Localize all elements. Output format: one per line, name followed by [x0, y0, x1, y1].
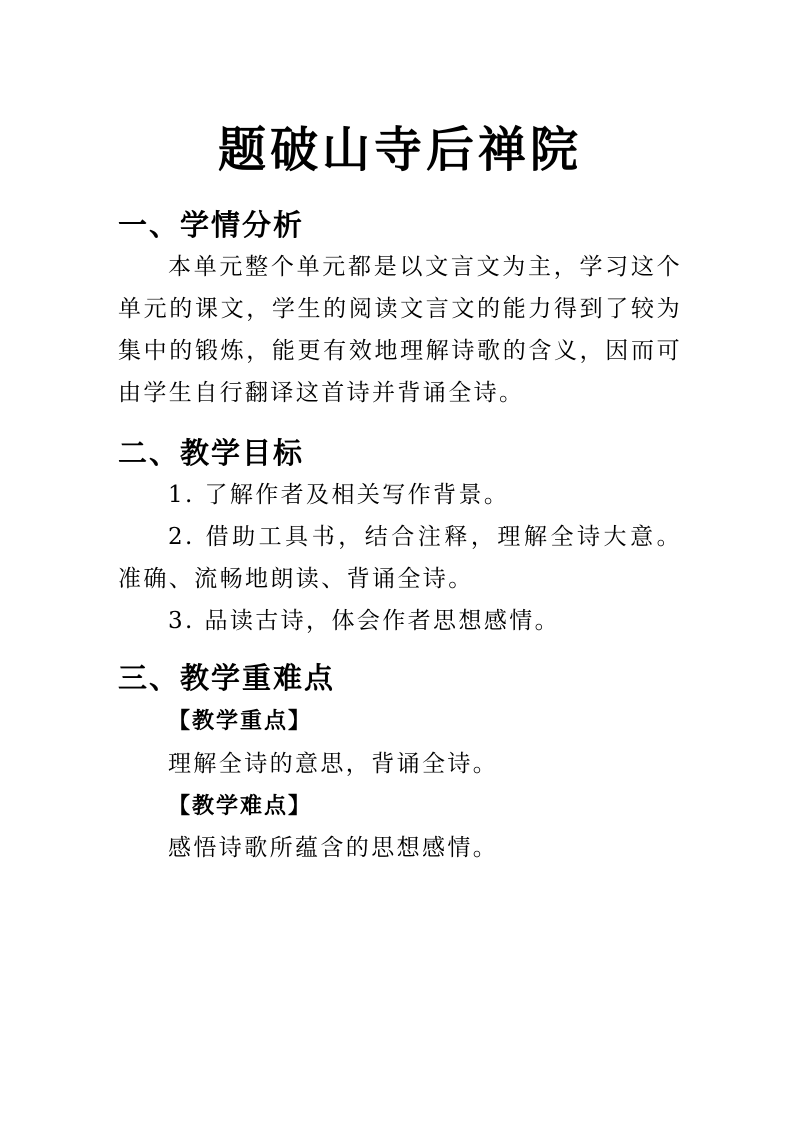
- section-heading-teaching-goals: 二、教学目标: [118, 436, 305, 470]
- key-point-text: 理解全诗的意思，背诵全诗。: [168, 751, 499, 777]
- difficult-point-label: 【教学难点】: [168, 793, 313, 819]
- difficult-point-text: 感悟诗歌所蕴含的思想感情。: [168, 835, 499, 861]
- teaching-goal-item-1: 1. 了解作者及相关写作背景。: [168, 482, 510, 508]
- learning-analysis-paragraph: 本单元整个单元都是以文言文为主，学习这个单元的课文，学生的阅读文言文的能力得到了较为集中的锻炼，能更有效地理解诗歌的含义，因而可由学生自行翻译这首诗并背诵全诗。: [118, 254, 682, 406]
- teaching-goal-item-3: 3. 品读古诗，体会作者思想感情。: [168, 608, 561, 634]
- section-heading-learning-analysis: 一、学情分析: [118, 208, 305, 242]
- section-heading-key-difficult-points: 三、教学重难点: [118, 661, 336, 695]
- document-title: 题破山寺后禅院: [217, 122, 582, 178]
- key-point-label: 【教学重点】: [168, 708, 313, 734]
- teaching-goal-item-2: 2. 借助工具书，结合注释，理解全诗大意。准确、流畅地朗读、背诵全诗。: [118, 524, 682, 592]
